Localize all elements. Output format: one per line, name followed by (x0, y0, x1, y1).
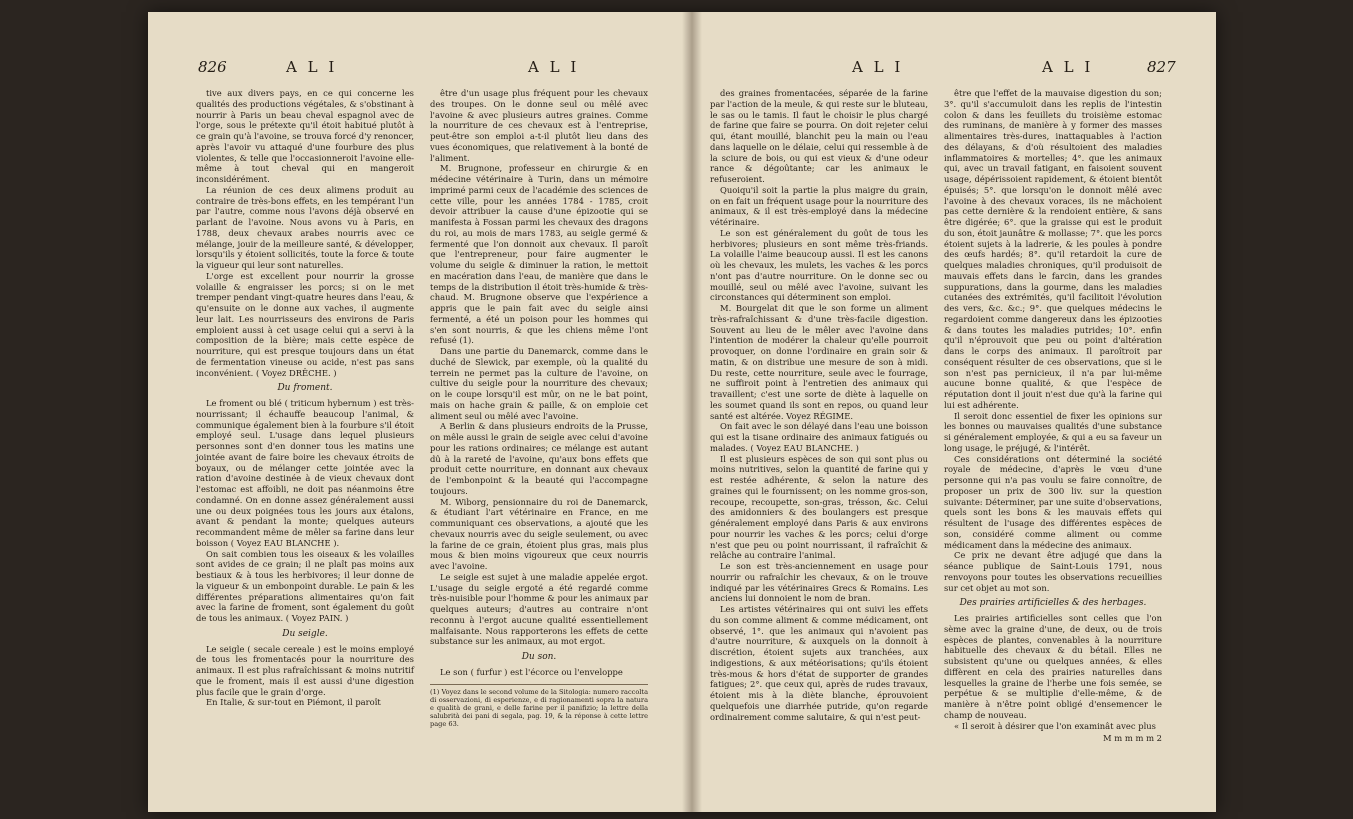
signature-mark: M m m m m 2 (1103, 733, 1162, 744)
paragraph: Dans une partie du Danemarck, comme dans le duché de Slewick, par exemple, où la qualité du terrein ne permet pas la culture de l'avoine, on cultive du seigle pour la nourriture des chevaux; on le coupe lorsqu'il est mûr, on ne le bat point, mais on hache grain & paille, & on emploie cet aliment seul ou mêlé avec l'avoine. (430, 346, 648, 421)
paragraph: tive aux divers pays, en ce qui concerne les qualités des productions végétales, & s'obstinant à nourrir à Paris un beau cheval espagnol avec de l'orge, sous le prétexte qu'il étoit habitué plutôt à ce grain qu'à l'avoine, se trouva forcé d'y renoncer, après l'avoir vu attaqué d'une fourbure des plus violentes, & telle que l'occasionneroit l'avoine elle-même à tout cheval qui en mangeroit inconsidérément. (196, 88, 415, 184)
paragraph: L'orge est excellent pour nourrir la grosse volaille & engraisser les porcs; si on le met tremper pendant vingt-quatre heures dans l'eau, & qu'ensuite on le donne aux vaches, il augmente leur lait. Les nourrisseurs des environs de Paris emploient aussi à cet usage celui qui a servi à la composition de la bière; mais cette espèce de nourriture, qui est presque toujours dans un état de fermentation vineuse ou acide, n'est pas sans inconvénient. ( Voyez DRÊCHE. ) (196, 270, 414, 378)
paragraph: Le seigle ( secale cereale ) est le moins employé de tous les fromentacés pour la nourriture des animaux. Il est plus rafraîchissant & moins nutritif que le froment, mais il est aussi d'une digestion plus facile que le grain d'orge. (196, 643, 414, 697)
running-head-word: A L I (852, 58, 904, 76)
left-column-1 (196, 88, 414, 708)
section-heading: Du seigle. (282, 628, 328, 639)
paragraph: Le son est généralement du goût de tous les herbivores; plusieurs en sont même très-friands. La volaille l'aime beaucoup aussi. Il est les canons où les chevaux, les mulets, les vaches & les porcs n'ont pas d'autre nourriture. On le donne sec ou mouillé, seul ou mêlé avec l'avoine, suivant les circonstances qui déterminent son emploi. (710, 227, 928, 303)
paragraph: être que l'effet de la mauvaise digestion du son; 3°. qu'il s'accumuloit dans les replis de l'intestin colon & dans les feuillets du troisième estomac des ruminans, de manière à y former des masses alimentaires très-dures, inattaquables à l'action des délayans, & d'où résultoient des maladies inflammatoires & mortelles; 4°. que les animaux qui, avec un travail fatigant, en faisoient souvent usage, dépérissoient rapidement, & étoient bientôt épuisés; 5°. que lorsqu'on le donnoit mêlé avec l'avoine à des chevaux voraces, ils ne mâchoient pas cette dernière & la rendoient entière, & sans être digérée; 6°. que la graisse qui est le produit du son, étoit jaunâtre & mollasse; 7°. que les porcs étoient sujets à la ladrerie, & les poules à pondre des œufs hardés; 8°. qu'il retardoit la cure de quelques maladies chroniques, qu'il produisoit de mauvais effets dans le farcin, dans les grandes suppurations, dans la gourme, dans les maladies cutanées des extrémités, qu'il facilitoit l'évolution des vers, &c. &c.; 9°. que quelques médecins le regardoient comme dangereux dans les épizooties & dans toutes les maladies putrides; 10°. enfin qu'il n'éprouvoit que peu ou point d'altération dans le corps des animaux. Il paroîtroit par conséquent résulter de ces observations, que si le son n'est pas pernicieux, il n'a par lui-même aucune bonne qualité, & que l'espèce de réputation dont il jouit n'est due qu'à la farine qui lui est adhérente. (944, 88, 1162, 410)
left-column-2 (430, 88, 648, 728)
page-number: 826 (198, 58, 227, 76)
paragraph: Les artistes vétérinaires qui ont suivi les effets du son comme aliment & comme médicament, ont observé, 1°. que les animaux qui n'avoient pas d'autre nourriture, & auxquels on la donnoit à discrétion, étoient sujets aux tranchées, aux indigestions, & aux météorisations; qu'ils étoient très-mous & hors d'état de supporter de grandes fatigues; 2°. que ceux qui, après de rudes travaux, étoient mis à la diète blanche, éprouvoient quelquefois une diarrhée putride, qu'on regarde ordinairement comme salutaire, & qui n'est peut- (710, 604, 928, 722)
running-head-word: A L I (286, 58, 338, 76)
paragraph: Le seigle est sujet à une maladie appelée ergot. L'usage du seigle ergoté a été regardé comme très-nuisible pour l'homme & pour les animaux par quelques auteurs; d'autres au contraire n'ont reconnu à l'ergot aucune qualité essentiellement malfaisante. Nous rapporterons les effets de cette substance sur les animaux, au mot ergot. (430, 571, 648, 647)
paragraph: Ces considérations ont déterminé la société royale de médecine, d'après le vœu d'une personne qui n'a pas voulu se faire connoître, de proposer un prix de 300 liv. sur la question suivante: Déterminer, par une suite d'observations, quels sont les bons & les mauvais effets qui résultent de l'usage des différentes espèces de son, considéré comme aliment ou comme médicament dans la médecine des animaux. (944, 453, 1162, 550)
section-heading: Du son. (521, 652, 557, 662)
right-column-1 (710, 88, 928, 722)
paragraph: Il seroit donc essentiel de fixer les opinions sur les bonnes ou mauvaises qualités d'une substance si généralement employée, & qui a eu sa faveur un long usage, le préjugé, & l'intérêt. (944, 410, 1162, 453)
section-heading: Des prairies artificielles & des herbages. (959, 598, 1147, 609)
paragraph: Le son ( furfur ) est l'écorce ou l'enveloppe (440, 666, 623, 677)
running-head-word-right: A L I (1042, 58, 1094, 76)
paragraph: Il est plusieurs espèces de son qui sont plus ou moins nutritives, selon la quantité de farine qui y est restée adhérente, & selon la nature des graines qui le fournissent; on les nomme gros-son, recoupe, recoupette, son-gras, trésson, &c. Celui des amidonniers & des boulangers est presque généralement employé dans Paris & aux environs pour nourrir les vaches & les porcs; celui d'orge n'est que peu ou point nourrissant, il rafraîchit & relâche au contraire l'animal. (710, 453, 928, 561)
footnote: (1) Voyez dans le second volume de la Sitologia: numero raccolta di osservazioni, di esperienze, e di ragionamenti sopra la natura e qualità de grani, e delle farine per il panifizio; la lettre della salubrità dei pani di segala, pag. 19, & la réponse à cette lettre page 63. (430, 684, 648, 728)
paragraph: Les prairies artificielles sont celles que l'on sème avec la graine d'une, de deux, ou de trois espèces de plantes, convenables à la nourriture habituelle des chevaux & du bétail. Elles ne subsistent qu'une ou quelques années, & elles diffèrent en cela des prairies naturelles dans lesquelles la graine de l'herbe une fois semée, se perpétue & se multiplie d'elle-même, & de manière à n'être point obligé d'ensemencer le champ de nouveau. (944, 613, 1162, 720)
right-column-2 (944, 88, 1162, 744)
paragraph: être d'un usage plus fréquent pour les chevaux des troupes. On le donne seul ou mêlé avec l'avoine & avec plusieurs autres graines. Comme la nourriture de ces chevaux est à l'entreprise, peut-être son emploi a-t-il plutôt lieu dans des vues économiques, que relativement à la bonté de l'aliment. (430, 88, 648, 163)
running-head (198, 58, 642, 82)
section-heading: Du froment. (277, 383, 333, 394)
paragraph: En Italie, & sur-tout en Piémont, il paroît (206, 697, 381, 708)
paragraph: « Il seroit à désirer que l'on examinât avec plus (954, 720, 1156, 731)
book-spread (148, 12, 1216, 812)
paragraph: A Berlin & dans plusieurs endroits de la Prusse, on mêle aussi le grain de seigle avec celui d'avoine pour les rations ordinaires; ce mélange est autant dû à la rareté de l'avoine, qu'aux bons effets que produit cette nourriture, en donnant aux chevaux de l'embonpoint & la beauté qui l'accompagne toujours. (430, 421, 648, 496)
left-page (148, 12, 682, 812)
paragraph: Ce prix ne devant être adjugé que dans la séance publique de Saint-Louis 1791, nous renvoyons pour toutes les observations recueillies sur cet objet au mot son. (944, 550, 1162, 593)
paragraph: M. Wiborg, pensionnaire du roi de Danemarck, & étudiant l'art vétérinaire en France, en me communiquant ces observations, a ajouté que les chevaux nourris avec du seigle seulement, ou avec la farine de ce grain, étoient plus gras, mais plus mous & bien moins vigoureux que ceux nourris avec l'avoine. (430, 496, 648, 571)
paragraph: On sait combien tous les oiseaux & les volailles sont avides de ce grain; il ne plaît pas moins aux bestiaux & à tous les herbivores; il leur donne de la vigueur & un embonpoint durable. Le pain & les différentes préparations alimentaires qu'on fait avec la farine de froment, sont également du goût de tous les animaux. ( Voyez PAIN. ) (196, 548, 414, 623)
paragraph: M. Bourgelat dit que le son forme un aliment très-rafraîchissant & d'une très-facile digestion. Souvent au lieu de le mêler avec l'avoine dans l'intention de modérer la chaleur qu'elle pourroit provoquer, on donne l'ordinaire en grain soir & matin, & on distribue une mesure de son à midi. Du reste, cette nourriture, seule avec le fourrage, ne suffiroit point à l'entretien des animaux qui travaillent; c'est une sorte de diète à laquelle on les soumet quand ils sont en repos, ou quand leur santé est altérée. Voyez RÉGIME. (710, 303, 928, 421)
running-head (732, 58, 1176, 82)
paragraph: On fait avec le son délayé dans l'eau une boisson qui est la tisane ordinaire des animaux fatigués ou malades. ( Voyez EAU BLANCHE. ) (710, 421, 929, 453)
paragraph: Quoiqu'il soit la partie la plus maigre du grain, on en fait un fréquent usage pour la nourriture des animaux, & il est très-employé dans la médecine vétérinaire. (710, 184, 928, 227)
paragraph: Le froment ou blé ( triticum hybernum ) est très-nourrissant; il échauffe beaucoup l'animal, & communique également bien à la fourbure s'il étoit employé seul. L'usage dans lequel plusieurs personnes sont d'en donner tous les matins une jointée avant de faire boire les chevaux étroits de boyaux, ou de mélanger cette jointée avec la ration d'avoine destinée à de vieux chevaux dont l'estomac est affoibli, ne doit pas néanmoins être condamné. On en donne assez généralement aussi une ou deux poignées tous les jours aux étalons, avant & pendant la monte; quelques auteurs recommandent même de mêler sa farine dans leur boisson ( Voyez EAU BLANCHE ). (196, 398, 414, 548)
right-page (682, 12, 1216, 812)
paragraph: La réunion de ces deux alimens produit au contraire de très-bons effets, en les tempérant l'un par l'autre, comme nous l'avons déjà observé en parlant de l'avoine. Nous avons vu à Paris, en 1788, deux chevaux arabes nourris avec ce mélange, jouir de la meilleure santé, & développer, lorsqu'ils y étoient sollicités, toute la force & toute la vigueur qui leur sont naturelles. (196, 184, 414, 270)
page-number: 827 (1147, 58, 1176, 76)
running-head-word-right: A L I (528, 58, 580, 76)
paragraph: des graines fromentacées, séparée de la farine par l'action de la meule, & qui reste sur le bluteau, le sas ou le tamis. Il faut le choisir le plus chargé de farine que faire se pourra. On doit rejeter celui qui, étant mouillé, blanchit peu la main ou l'eau dans laquelle on le délaie, celui qui ressemble à de la sciure de bois, ou qui est vieux & d'une odeur rance & dégoûtante; car les animaux le refuseroient. (710, 88, 928, 184)
paragraph: Le son est très-anciennement en usage pour nourrir ou rafraîchir les chevaux, & on le trouve indiqué par les vétérinaires Grecs & Romains. Les anciens lui donnoient le nom de bran. (710, 561, 928, 604)
paragraph: M. Brugnone, professeur en chirurgie & en médecine vétérinaire à Turin, dans un mémoire imprimé parmi ceux de l'académie des sciences de cette ville, pour les années 1784 - 1785, croit devoir attribuer la cause d'une épizootie qui se manifesta à Fossan parmi les chevaux des dragons du roi, au mois de mars 1783, au seigle germé & fermenté que l'on donnoit aux chevaux. Il paroît que l'entrepreneur, pour faire augmenter le volume du seigle & diminuer la ration, le mettoit en macération dans l'eau, de manière que dans le temps de la distribution il étoit très-humide & très-chaud. M. Brugnone observe que l'expérience a appris que le pain fait avec du seigle ainsi fermenté, a été un poison pour les hommes qui s'en sont nourris, & que les chiens même l'ont refusé (1). (430, 163, 648, 346)
